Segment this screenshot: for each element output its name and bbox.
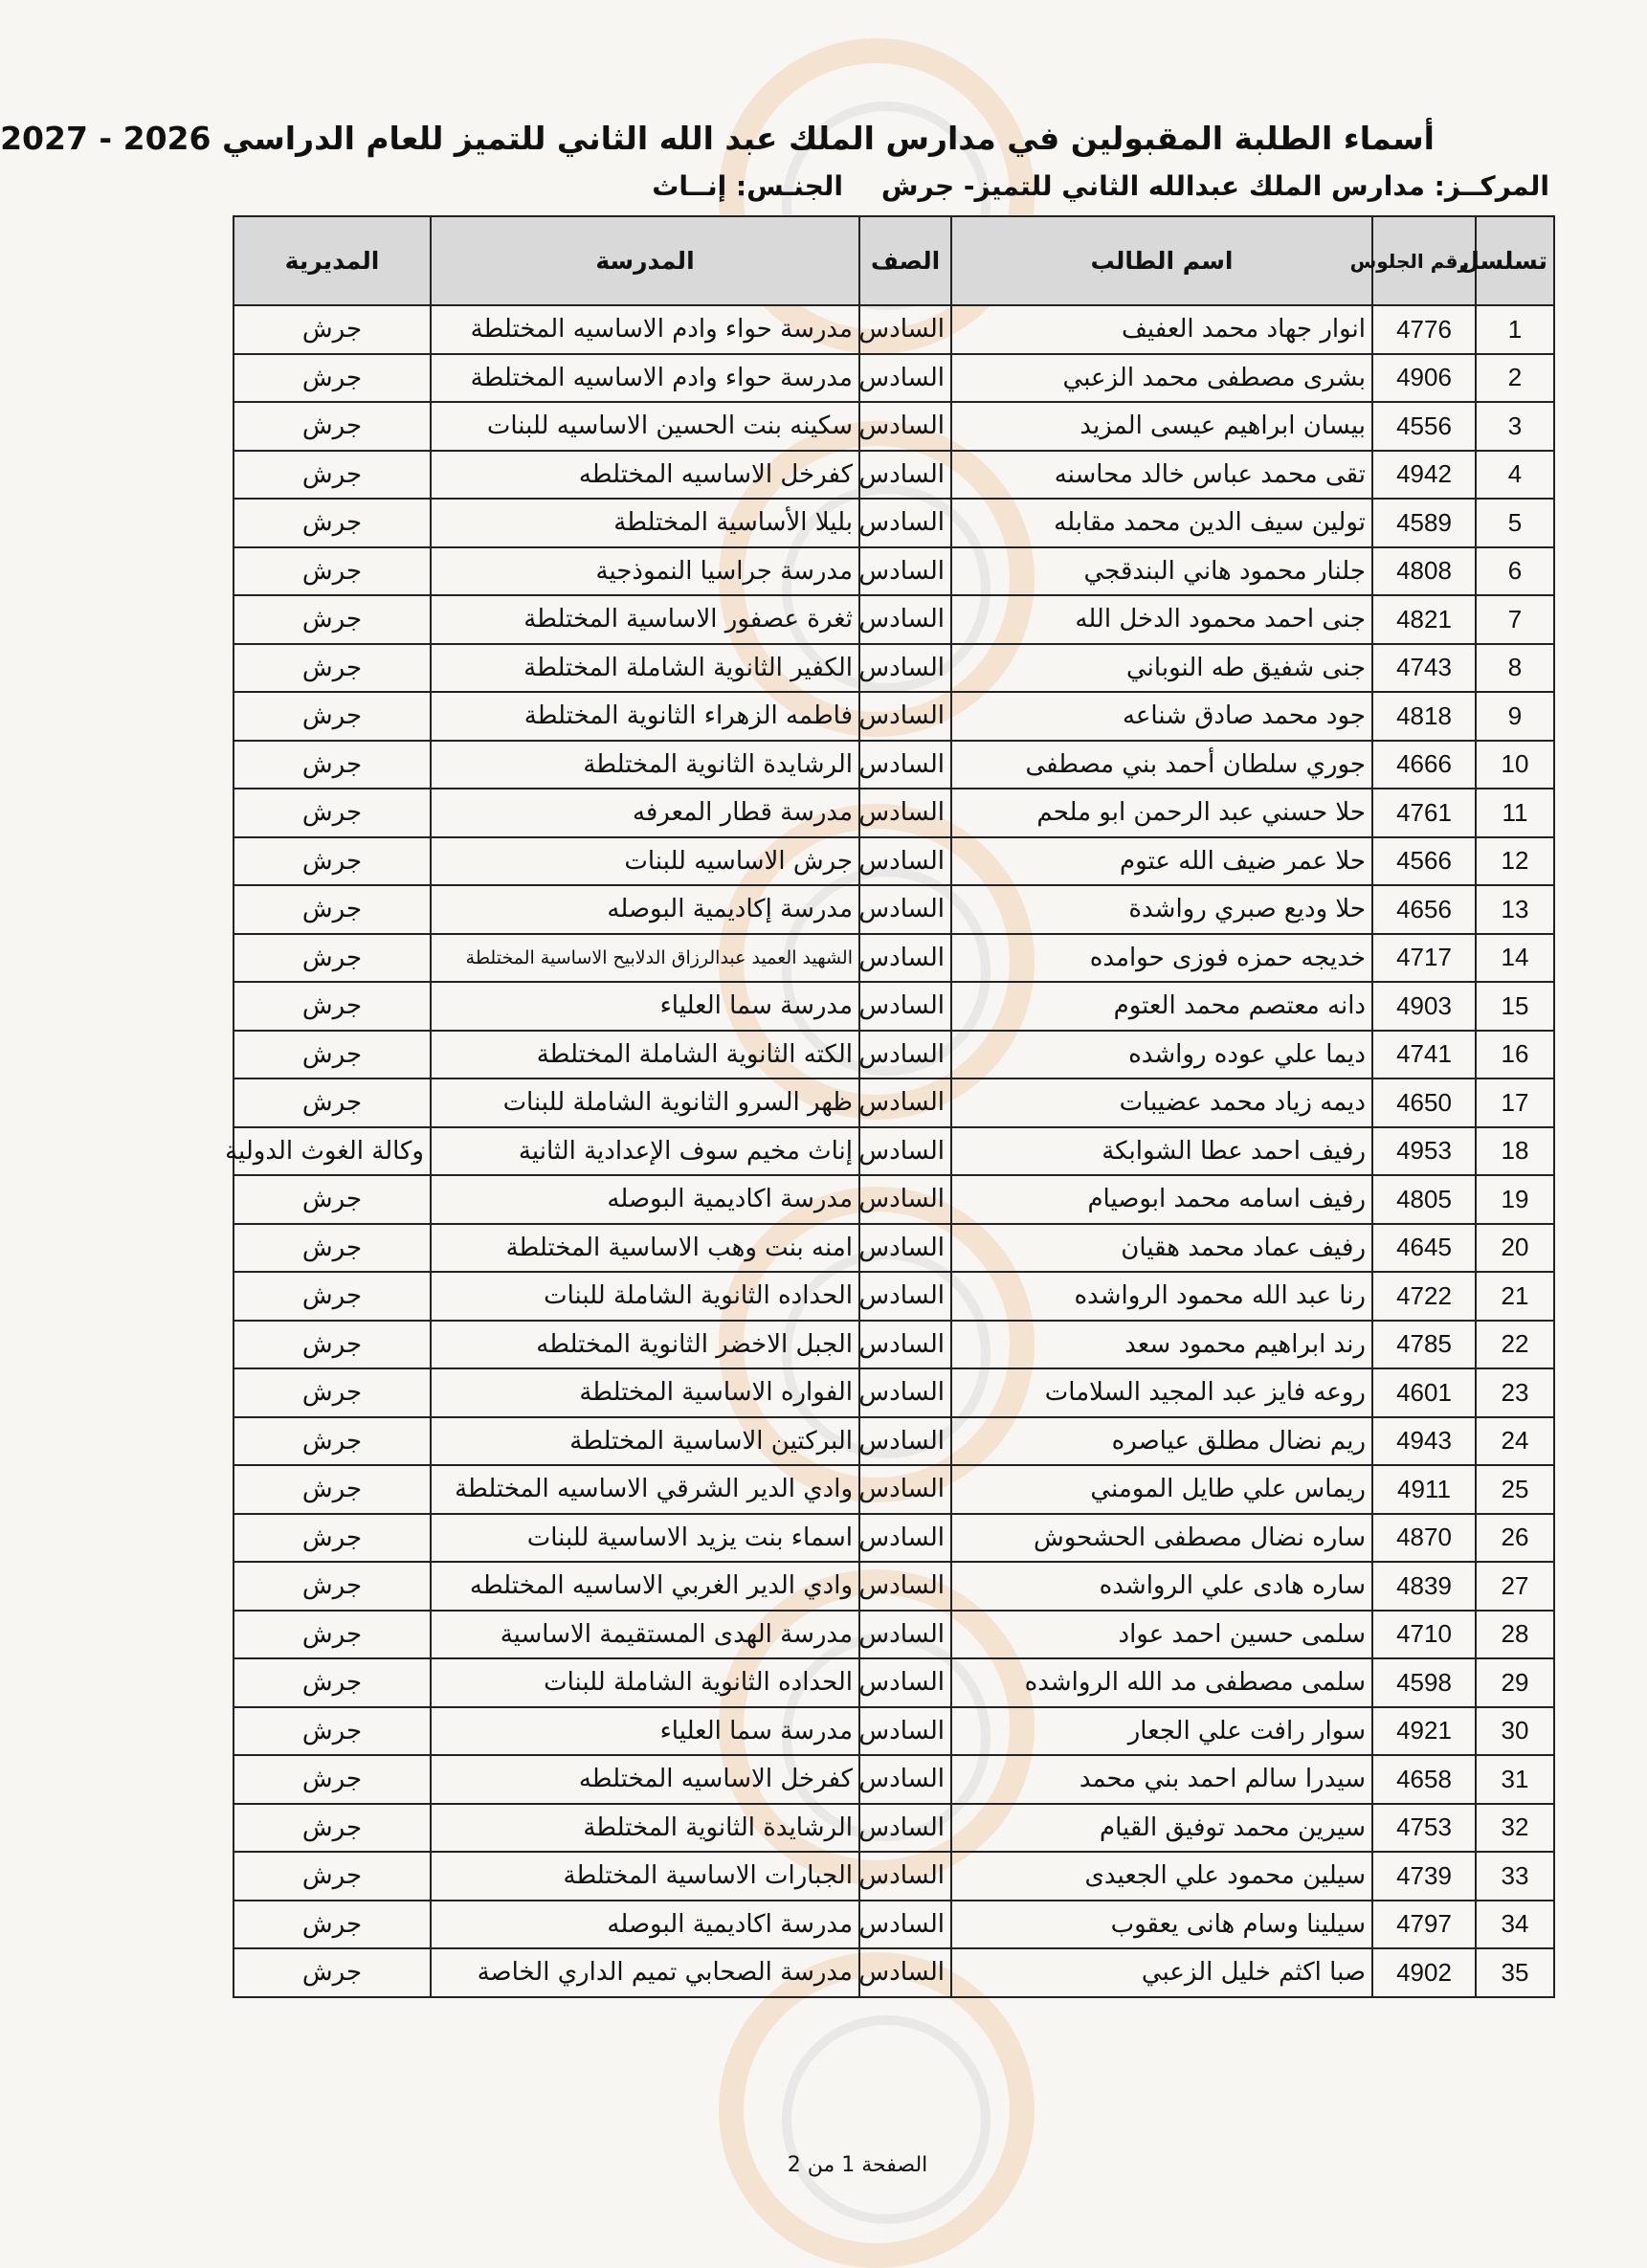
grade-cell: السادس xyxy=(859,644,951,693)
table-row xyxy=(234,1224,1554,1273)
seat-number-cell: 4911 xyxy=(1372,1465,1476,1514)
school-cell: الجبارات الاساسية المختلطة xyxy=(431,1852,859,1901)
grade-cell: السادس xyxy=(859,1368,951,1417)
serial-cell: 4 xyxy=(1476,451,1554,500)
serial-cell: 34 xyxy=(1476,1901,1554,1949)
grade-cell: السادس xyxy=(859,1611,951,1659)
serial-cell: 32 xyxy=(1476,1804,1554,1853)
grade-cell: السادس xyxy=(859,1272,951,1321)
seat-number-cell: 4761 xyxy=(1372,789,1476,837)
seat-number-cell: 4839 xyxy=(1372,1562,1476,1611)
directorate-cell: جرش xyxy=(234,1658,431,1707)
table-row xyxy=(234,1514,1554,1563)
serial-cell: 7 xyxy=(1476,595,1554,644)
table-row xyxy=(234,692,1554,741)
school-cell: جرش الاساسيه للبنات xyxy=(431,837,859,886)
school-cell: مدرسة الصحابي تميم الداري الخاصة xyxy=(431,1948,859,1997)
grade-cell: السادس xyxy=(859,885,951,934)
school-cell: مدرسة إكاديمية البوصله xyxy=(431,885,859,934)
directorate-cell: جرش xyxy=(234,1852,431,1901)
seat-number-cell: 4556 xyxy=(1372,402,1476,451)
grade-cell: السادس xyxy=(859,595,951,644)
serial-cell: 29 xyxy=(1476,1658,1554,1707)
page-title: أسماء الطلبة المقبولين في مدارس الملك عبد الله الثاني للتميز للعام الدراسي 2026 - 2027 xyxy=(0,120,1435,157)
directorate-cell: جرش xyxy=(234,1224,431,1273)
table-row xyxy=(234,1852,1554,1901)
serial-cell: 23 xyxy=(1476,1368,1554,1417)
grade-cell: السادس xyxy=(859,1127,951,1176)
grade-cell: السادس xyxy=(859,354,951,403)
table-body xyxy=(225,305,1554,1997)
directorate-cell: وكالة الغوث الدولية xyxy=(234,1127,431,1176)
table-row xyxy=(234,402,1554,451)
serial-cell: 1 xyxy=(1476,305,1554,354)
table-header-row xyxy=(234,216,1554,305)
school-cell: وادي الدير الشرقي الاساسيه المختلطة xyxy=(431,1465,859,1514)
seat-number-cell: 4658 xyxy=(1372,1755,1476,1804)
school-cell: الرشايدة الثانوية المختلطة xyxy=(431,741,859,789)
school-cell: كفرخل الاساسيه المختلطه xyxy=(431,1755,859,1804)
grade-cell: السادس xyxy=(859,1321,951,1369)
center-label: المركــز: مدارس الملك عبدالله الثاني للتميز- جرش xyxy=(880,170,1549,202)
grade-cell: السادس xyxy=(859,305,951,354)
table-row xyxy=(234,789,1554,837)
directorate-cell: جرش xyxy=(234,547,431,596)
table-row xyxy=(234,451,1554,500)
student-name-cell: رنا عبد الله محمود الرواشده xyxy=(951,1272,1372,1321)
school-cell: مدرسة حواء وادم الاساسيه المختلطة xyxy=(431,354,859,403)
table-row xyxy=(234,1127,1554,1176)
grade-cell: السادس xyxy=(859,934,951,983)
student-name-cell: سلمى مصطفى مد الله الرواشده xyxy=(951,1658,1372,1707)
student-name-cell: حلا وديع صبري رواشدة xyxy=(951,885,1372,934)
seat-number-cell: 4943 xyxy=(1372,1417,1476,1466)
school-cell: كفرخل الاساسيه المختلطه xyxy=(431,451,859,500)
school-cell: الحداده الثانوية الشاملة للبنات xyxy=(431,1272,859,1321)
seat-number-cell: 4717 xyxy=(1372,934,1476,983)
student-name-cell: سيلينا وسام هانى يعقوب xyxy=(951,1901,1372,1949)
student-name-cell: تقى محمد عباس خالد محاسنه xyxy=(951,451,1372,500)
directorate-cell: جرش xyxy=(234,1175,431,1224)
serial-cell: 2 xyxy=(1476,354,1554,403)
student-name-cell: حلا حسني عبد الرحمن ابو ملحم xyxy=(951,789,1372,837)
directorate-cell: جرش xyxy=(234,837,431,886)
school-cell: الحداده الثانوية الشاملة للبنات xyxy=(431,1658,859,1707)
student-name-cell: صبا اكثم خليل الزعبي xyxy=(951,1948,1372,1997)
grade-cell: السادس xyxy=(859,1852,951,1901)
student-name-cell: رفيف عماد محمد هقيان xyxy=(951,1224,1372,1273)
student-name-cell: جلنار محمود هاني البندقجي xyxy=(951,547,1372,596)
serial-cell: 13 xyxy=(1476,885,1554,934)
serial-cell: 5 xyxy=(1476,499,1554,547)
grade-cell: السادس xyxy=(859,982,951,1031)
table-row xyxy=(234,1417,1554,1466)
seat-number-cell: 4645 xyxy=(1372,1224,1476,1273)
student-name-cell: جوري سلطان أحمد بني مصطفى xyxy=(951,741,1372,789)
serial-cell: 11 xyxy=(1476,789,1554,837)
column-header-grade: الصف xyxy=(859,216,951,305)
seat-number-cell: 4722 xyxy=(1372,1272,1476,1321)
watermark-logo xyxy=(719,1952,1035,2268)
directorate-cell: جرش xyxy=(234,354,431,403)
school-cell: الفواره الاساسية المختلطة xyxy=(431,1368,859,1417)
grade-cell: السادس xyxy=(859,451,951,500)
grade-cell: السادس xyxy=(859,1465,951,1514)
table-row xyxy=(234,1562,1554,1611)
directorate-cell: جرش xyxy=(234,741,431,789)
directorate-cell: جرش xyxy=(234,1755,431,1804)
table-row xyxy=(234,885,1554,934)
student-name-cell: سيلين محمود علي الجعيدى xyxy=(951,1852,1372,1901)
directorate-cell: جرش xyxy=(234,1707,431,1756)
serial-cell: 25 xyxy=(1476,1465,1554,1514)
directorate-cell: جرش xyxy=(234,1272,431,1321)
serial-cell: 35 xyxy=(1476,1948,1554,1997)
student-name-cell: بشرى مصطفى محمد الزعبي xyxy=(951,354,1372,403)
student-name-cell: ساره نضال مصطفى الحشحوش xyxy=(951,1514,1372,1563)
table-row xyxy=(234,1031,1554,1079)
student-name-cell: رفيف احمد عطا الشوابكة xyxy=(951,1127,1372,1176)
student-name-cell: رفيف اسامه محمد ابوصيام xyxy=(951,1175,1372,1224)
student-name-cell: دانه معتصم محمد العتوم xyxy=(951,982,1372,1031)
grade-cell: السادس xyxy=(859,1901,951,1949)
school-cell: مدرسة قطار المعرفه xyxy=(431,789,859,837)
directorate-cell: جرش xyxy=(234,451,431,500)
student-name-cell: جنى شفيق طه النوباني xyxy=(951,644,1372,693)
table-row xyxy=(234,1804,1554,1853)
table-row xyxy=(234,1368,1554,1417)
table-row xyxy=(234,547,1554,596)
seat-number-cell: 4666 xyxy=(1372,741,1476,789)
serial-cell: 15 xyxy=(1476,982,1554,1031)
table-row xyxy=(234,1321,1554,1369)
serial-cell: 26 xyxy=(1476,1514,1554,1563)
serial-cell: 33 xyxy=(1476,1852,1554,1901)
serial-cell: 20 xyxy=(1476,1224,1554,1273)
school-cell: الجبل الاخضر الثانوية المختلطه xyxy=(431,1321,859,1369)
directorate-cell: جرش xyxy=(234,1611,431,1659)
serial-cell: 31 xyxy=(1476,1755,1554,1804)
grade-cell: السادس xyxy=(859,547,951,596)
seat-number-cell: 4753 xyxy=(1372,1804,1476,1853)
school-cell: مدرسة سما العلياء xyxy=(431,1707,859,1756)
directorate-cell: جرش xyxy=(234,1465,431,1514)
seat-number-cell: 4921 xyxy=(1372,1707,1476,1756)
directorate-cell: جرش xyxy=(234,885,431,934)
seat-number-cell: 4942 xyxy=(1372,451,1476,500)
grade-cell: السادس xyxy=(859,1078,951,1127)
school-cell: مدرسة سما العلياء xyxy=(431,982,859,1031)
school-cell: الكته الثانوية الشاملة المختلطة xyxy=(431,1031,859,1079)
directorate-cell: جرش xyxy=(234,305,431,354)
table-row xyxy=(234,982,1554,1031)
school-cell: امنه بنت وهب الاساسية المختلطة xyxy=(431,1224,859,1273)
seat-number-cell: 4797 xyxy=(1372,1901,1476,1949)
seat-number-cell: 4656 xyxy=(1372,885,1476,934)
page-number: الصفحة 1 من 2 xyxy=(787,2153,928,2177)
directorate-cell: جرش xyxy=(234,595,431,644)
school-cell: مدرسة جراسيا النموذجية xyxy=(431,547,859,596)
seat-number-cell: 4805 xyxy=(1372,1175,1476,1224)
directorate-cell: جرش xyxy=(234,1804,431,1853)
table-row xyxy=(234,837,1554,886)
student-name-cell: سيرين محمد توفيق القيام xyxy=(951,1804,1372,1853)
seat-number-cell: 4589 xyxy=(1372,499,1476,547)
serial-cell: 19 xyxy=(1476,1175,1554,1224)
table-row xyxy=(234,354,1554,403)
school-cell: اسماء بنت يزيد الاساسية للبنات xyxy=(431,1514,859,1563)
seat-number-cell: 4906 xyxy=(1372,354,1476,403)
school-cell: الكفير الثانوية الشاملة المختلطة xyxy=(431,644,859,693)
table-row xyxy=(234,1901,1554,1949)
school-cell: ظهر السرو الثانوية الشاملة للبنات xyxy=(431,1078,859,1127)
school-cell: سكينه بنت الحسين الاساسيه للبنات xyxy=(431,402,859,451)
serial-cell: 14 xyxy=(1476,934,1554,983)
table-row xyxy=(234,1611,1554,1659)
directorate-cell: جرش xyxy=(234,1948,431,1997)
student-name-cell: روعه فايز عبد المجيد السلامات xyxy=(951,1368,1372,1417)
school-cell: إناث مخيم سوف الإعدادية الثانية xyxy=(431,1127,859,1176)
student-name-cell: جود محمد صادق شناعه xyxy=(951,692,1372,741)
directorate-cell: جرش xyxy=(234,1368,431,1417)
directorate-cell: جرش xyxy=(234,402,431,451)
seat-number-cell: 4953 xyxy=(1372,1127,1476,1176)
table-row xyxy=(234,1658,1554,1707)
table-row xyxy=(234,595,1554,644)
student-name-cell: بيسان ابراهيم عيسى المزيد xyxy=(951,402,1372,451)
school-cell: مدرسة الهدى المستقيمة الاساسية xyxy=(431,1611,859,1659)
seat-number-cell: 4903 xyxy=(1372,982,1476,1031)
grade-cell: السادس xyxy=(859,1755,951,1804)
student-name-cell: سيدرا سالم احمد بني محمد xyxy=(951,1755,1372,1804)
grade-cell: السادس xyxy=(859,1417,951,1466)
seat-number-cell: 4785 xyxy=(1372,1321,1476,1369)
table-row xyxy=(234,741,1554,789)
serial-cell: 8 xyxy=(1476,644,1554,693)
serial-cell: 10 xyxy=(1476,741,1554,789)
serial-cell: 16 xyxy=(1476,1031,1554,1079)
school-cell: مدرسة اكاديمية البوصله xyxy=(431,1901,859,1949)
directorate-cell: جرش xyxy=(234,1078,431,1127)
student-name-cell: جنى احمد محمود الدخل الله xyxy=(951,595,1372,644)
student-name-cell: سلمى حسين احمد عواد xyxy=(951,1611,1372,1659)
serial-cell: 18 xyxy=(1476,1127,1554,1176)
gender-label: الجنـس: إنــاث xyxy=(652,170,843,202)
serial-cell: 22 xyxy=(1476,1321,1554,1369)
school-cell: فاطمه الزهراء الثانوية المختلطة xyxy=(431,692,859,741)
table-row xyxy=(234,1707,1554,1756)
students-table xyxy=(225,215,1555,1998)
grade-cell: السادس xyxy=(859,789,951,837)
grade-cell: السادس xyxy=(859,499,951,547)
student-name-cell: ريم نضال مطلق عياصره xyxy=(951,1417,1372,1466)
grade-cell: السادس xyxy=(859,1804,951,1853)
student-name-cell: رند ابراهيم محمود سعد xyxy=(951,1321,1372,1369)
table-row xyxy=(234,1272,1554,1321)
table-row xyxy=(234,1948,1554,1997)
directorate-cell: جرش xyxy=(234,1514,431,1563)
grade-cell: السادس xyxy=(859,1175,951,1224)
directorate-cell: جرش xyxy=(234,1562,431,1611)
grade-cell: السادس xyxy=(859,402,951,451)
seat-number-cell: 4741 xyxy=(1372,1031,1476,1079)
table-row xyxy=(234,934,1554,983)
grade-cell: السادس xyxy=(859,1514,951,1563)
directorate-cell: جرش xyxy=(234,934,431,983)
school-cell: ثغرة عصفور الاساسية المختلطة xyxy=(431,595,859,644)
seat-number-cell: 4601 xyxy=(1372,1368,1476,1417)
student-name-cell: ديما علي عوده رواشده xyxy=(951,1031,1372,1079)
table-row xyxy=(234,1175,1554,1224)
grade-cell: السادس xyxy=(859,1948,951,1997)
grade-cell: السادس xyxy=(859,1224,951,1273)
student-name-cell: ديمه زياد محمد عضيبات xyxy=(951,1078,1372,1127)
directorate-cell: جرش xyxy=(234,982,431,1031)
grade-cell: السادس xyxy=(859,1707,951,1756)
serial-cell: 21 xyxy=(1476,1272,1554,1321)
seat-number-cell: 4818 xyxy=(1372,692,1476,741)
student-name-cell: حلا عمر ضيف الله عتوم xyxy=(951,837,1372,886)
serial-cell: 30 xyxy=(1476,1707,1554,1756)
directorate-cell: جرش xyxy=(234,1031,431,1079)
school-cell: البركتين الاساسية المختلطة xyxy=(431,1417,859,1466)
seat-number-cell: 4821 xyxy=(1372,595,1476,644)
seat-number-cell: 4566 xyxy=(1372,837,1476,886)
seat-number-cell: 4743 xyxy=(1372,644,1476,693)
table-row xyxy=(234,644,1554,693)
directorate-cell: جرش xyxy=(234,644,431,693)
table-row xyxy=(234,1755,1554,1804)
column-header-directorate: المديرية xyxy=(234,216,431,305)
school-cell: بليلا الأساسية المختلطة xyxy=(431,499,859,547)
student-name-cell: سوار رافت علي الجعار xyxy=(951,1707,1372,1756)
directorate-cell: جرش xyxy=(234,499,431,547)
grade-cell: السادس xyxy=(859,741,951,789)
table-row xyxy=(234,1465,1554,1514)
seat-number-cell: 4776 xyxy=(1372,305,1476,354)
directorate-cell: جرش xyxy=(234,1901,431,1949)
serial-cell: 12 xyxy=(1476,837,1554,886)
column-header-school: المدرسة xyxy=(431,216,859,305)
student-name-cell: ريماس علي طايل المومني xyxy=(951,1465,1372,1514)
directorate-cell: جرش xyxy=(234,692,431,741)
directorate-cell: جرش xyxy=(234,1417,431,1466)
table-row xyxy=(234,499,1554,547)
directorate-cell: جرش xyxy=(234,1321,431,1369)
table-row xyxy=(234,305,1554,354)
serial-cell: 6 xyxy=(1476,547,1554,596)
seat-number-cell: 4650 xyxy=(1372,1078,1476,1127)
seat-number-cell: 4598 xyxy=(1372,1658,1476,1707)
student-name-cell: ساره هادى علي الرواشده xyxy=(951,1562,1372,1611)
school-cell: وادي الدير الغربي الاساسيه المختلطه xyxy=(431,1562,859,1611)
grade-cell: السادس xyxy=(859,1562,951,1611)
seat-number-cell: 4710 xyxy=(1372,1611,1476,1659)
seat-number-cell: 4902 xyxy=(1372,1948,1476,1997)
school-cell: الشهيد العميد عبدالرزاق الدلابيح الاساسية المختلطة xyxy=(431,934,859,983)
student-name-cell: تولين سيف الدين محمد مقابله xyxy=(951,499,1372,547)
column-header-seq: تسلسل xyxy=(1476,216,1554,305)
grade-cell: السادس xyxy=(859,692,951,741)
grade-cell: السادس xyxy=(859,1031,951,1079)
serial-cell: 17 xyxy=(1476,1078,1554,1127)
serial-cell: 24 xyxy=(1476,1417,1554,1466)
seat-number-cell: 4739 xyxy=(1372,1852,1476,1901)
table-row xyxy=(234,1078,1554,1127)
column-header-number: رقم الجلوس xyxy=(1372,216,1476,305)
seat-number-cell: 4870 xyxy=(1372,1514,1476,1563)
school-cell: مدرسة حواء وادم الاساسيه المختلطة xyxy=(431,305,859,354)
student-name-cell: خديجه حمزه فوزى حوامده xyxy=(951,934,1372,983)
grade-cell: السادس xyxy=(859,1658,951,1707)
school-cell: مدرسة اكاديمية البوصله xyxy=(431,1175,859,1224)
serial-cell: 3 xyxy=(1476,402,1554,451)
seat-number-cell: 4808 xyxy=(1372,547,1476,596)
serial-cell: 27 xyxy=(1476,1562,1554,1611)
serial-cell: 9 xyxy=(1476,692,1554,741)
grade-cell: السادس xyxy=(859,837,951,886)
student-name-cell: انوار جهاد محمد العفيف xyxy=(951,305,1372,354)
school-cell: الرشايدة الثانوية المختلطة xyxy=(431,1804,859,1853)
serial-cell: 28 xyxy=(1476,1611,1554,1659)
directorate-cell: جرش xyxy=(234,789,431,837)
column-header-name: اسم الطالب xyxy=(951,216,1372,305)
